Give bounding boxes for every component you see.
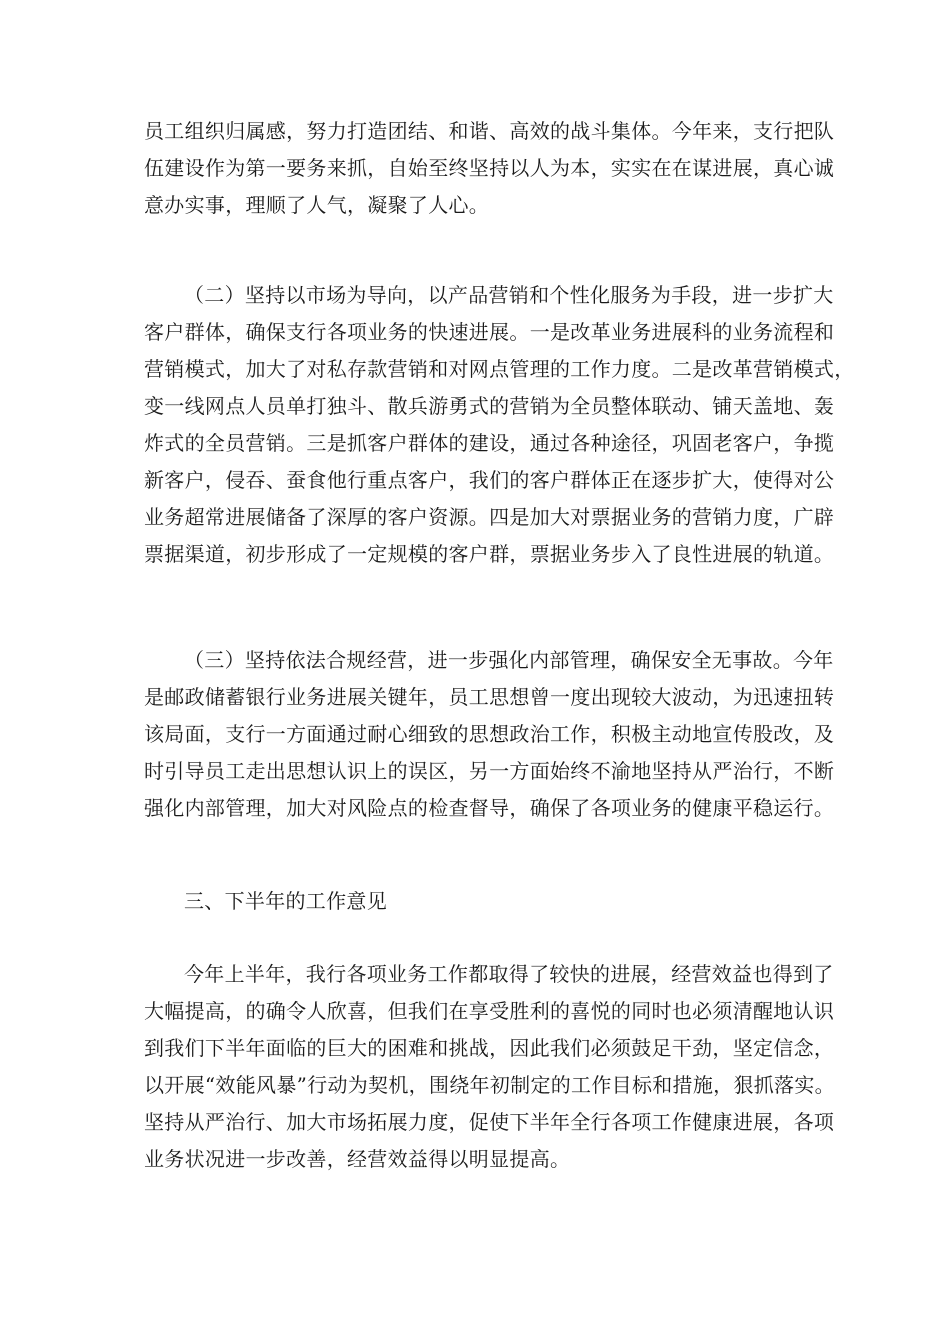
text-line: 营销模式，加大了对私存款营销和对网点管理的工作力度。二是改革营销模式，	[144, 357, 855, 381]
text-line: 坚持从严治行、加大市场拓展力度，促使下半年全行各项工作健康进展，各项	[144, 1110, 835, 1134]
text-line: （二）坚持以市场为导向，以产品营销和个性化服务为手段，进一步扩大	[184, 283, 834, 307]
text-line: 炸式的全员营销。三是抓客户群体的建设，通过各种途径，巩固老客户，争揽	[144, 431, 835, 455]
text-line: 新客户，侵吞、蚕食他行重点客户，我们的客户群体正在逐步扩大，使得对公	[144, 468, 835, 492]
paragraph-section-two	[144, 277, 855, 573]
paragraph-section-three	[144, 642, 835, 827]
text-line: 今年上半年，我行各项业务工作都取得了较快的进展，经营效益也得到了	[184, 962, 834, 986]
section-heading	[144, 883, 816, 920]
text-line: 到我们下半年面临的巨大的困难和挑战，因此我们必须鼓足干劲，坚定信念，	[144, 1036, 835, 1060]
text-line: 意办实事，理顺了人气，凝聚了人心。	[144, 193, 490, 217]
text-line: 业务超常进展储备了深厚的客户资源。四是加大对票据业务的营销力度，广辟	[144, 505, 835, 529]
text-line: 变一线网点人员单打独斗、散兵游勇式的营销为全员整体联动、铺天盖地、轰	[144, 394, 835, 418]
text-line: 大幅提高，的确令人欣喜，但我们在享受胜利的喜悦的同时也必须清醒地认识	[144, 999, 835, 1023]
text-line: 客户群体，确保支行各项业务的快速进展。一是改革业务进展科的业务流程和	[144, 320, 835, 344]
paragraph-second-half-plan	[144, 956, 835, 1178]
text-line: 是邮政储蓄银行业务进展关键年，员工思想曾一度出现较大波动，为迅速扭转	[144, 685, 835, 709]
text-line: （三）坚持依法合规经营，进一步强化内部管理，确保安全无事故。今年	[184, 648, 834, 672]
text-line: 票据渠道，初步形成了一定规模的客户群，票据业务步入了良性进展的轨道。	[144, 542, 835, 566]
text-line: 业务状况进一步改善，经营效益得以明显提高。	[144, 1147, 571, 1171]
heading-text: 三、下半年的工作意见	[184, 889, 387, 913]
paragraph-team-building	[144, 113, 835, 224]
text-line: 员工组织归属感，努力打造团结、和谐、高效的战斗集体。今年来，支行把队	[144, 119, 835, 143]
text-line: 时引导员工走出思想认识上的误区，另一方面始终不渝地坚持从严治行，不断	[144, 759, 835, 783]
text-line: 强化内部管理，加大对风险点的检查督导，确保了各项业务的健康平稳运行。	[144, 796, 835, 820]
text-line: 以开展“效能风暴”行动为契机，围绕年初制定的工作目标和措施，狠抓落实。	[144, 1073, 835, 1097]
text-line: 该局面，支行一方面通过耐心细致的思想政治工作，积极主动地宣传股改，及	[144, 722, 835, 746]
text-line: 伍建设作为第一要务来抓，自始至终坚持以人为本，实实在在谋进展，真心诚	[144, 156, 835, 180]
